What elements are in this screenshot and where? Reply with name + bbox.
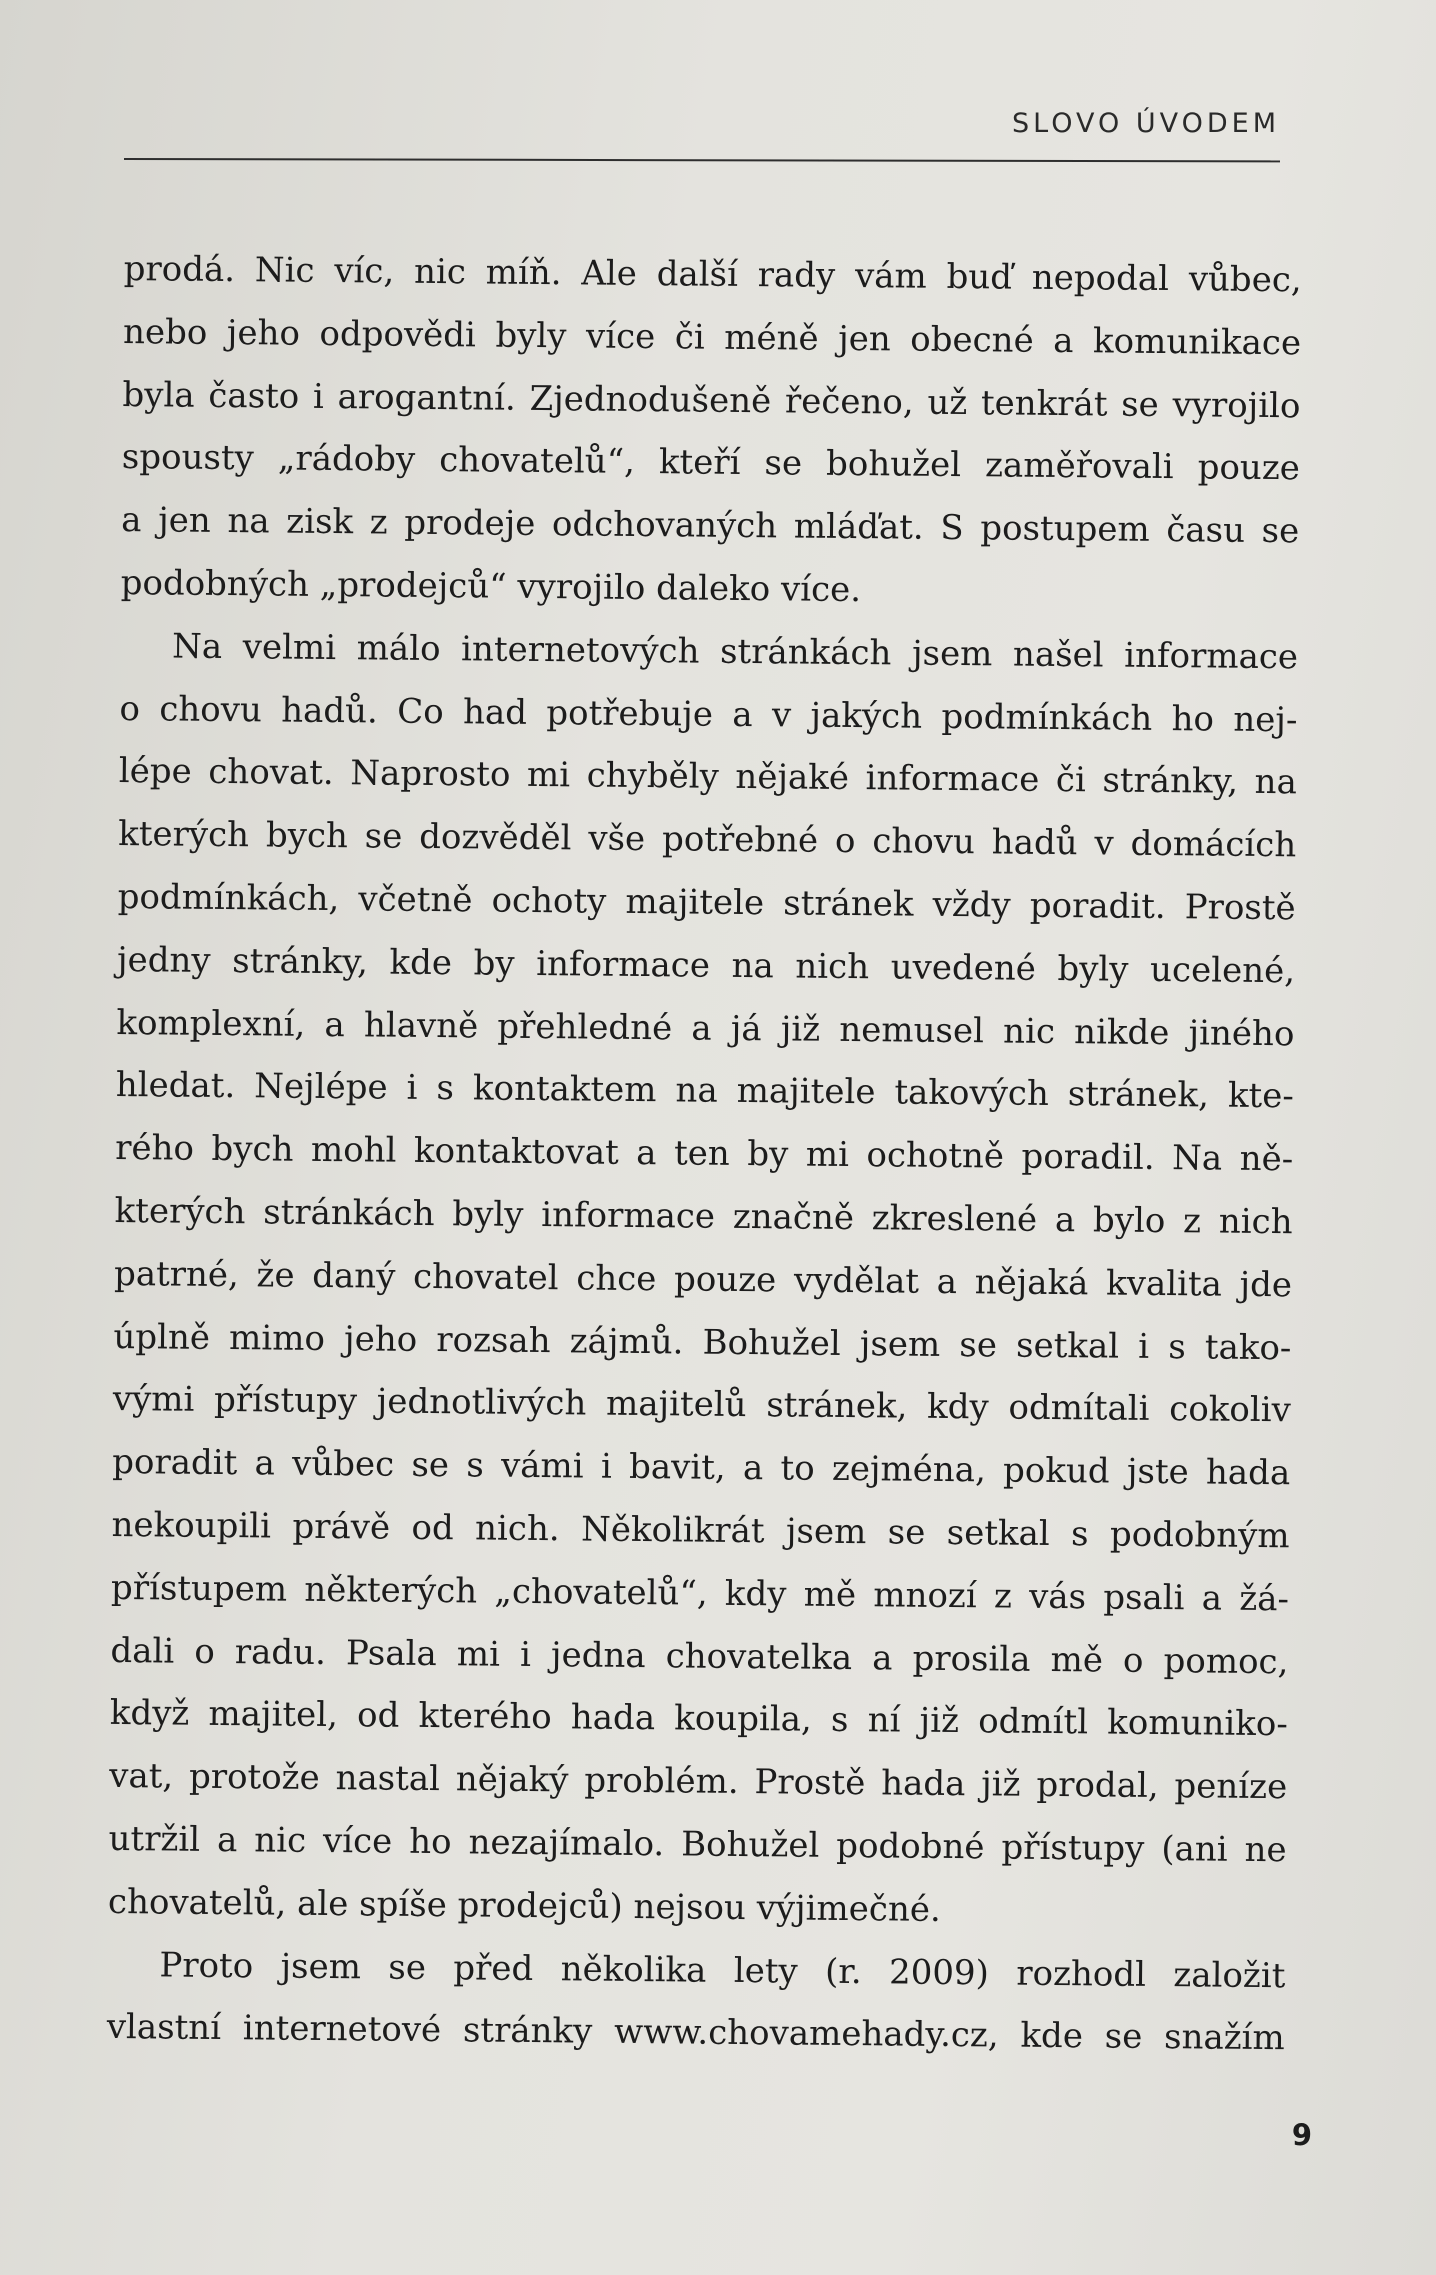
text-line: Proto jsem se před několika lety (r. 2009) rozhodl založit (159, 1944, 1286, 1996)
text-line: dali o radu. Psala mi i jedna chovatelka a prosila mě o pomoc, (110, 1630, 1289, 1682)
text-line: o chovu hadů. Co had potřebuje a v jakých podmínkách ho nej- (119, 688, 1298, 740)
page-number: 9 (1291, 2118, 1312, 2152)
text-line: vat, protože nastal nějaký problém. Prostě hada již prodal, peníze (109, 1756, 1288, 1808)
text-line: hledat. Nejlépe i s kontaktem na majitele takových stránek, kte- (115, 1065, 1295, 1117)
text-line: podobných „prodejců“ vyrojilo daleko více. (120, 562, 862, 611)
text-line: poradit a vůbec se s vámi i bavit, a to zejména, pokud jste hada (112, 1442, 1291, 1494)
text-line: a jen na zisk z prodeje odchovaných mláďat. S postupem času se (121, 500, 1300, 552)
text-line: komplexní, a hlavně přehledné a já již nemusel nic nikde jiného (116, 1002, 1295, 1054)
text-line: byla často i arogantní. Zjednodušeně řečeno, už tenkrát se vyrojilo (122, 374, 1301, 426)
text-line: spousty „rádoby chovatelů“, kteří se bohužel zaměřovali pouze (121, 437, 1301, 489)
text-line: vými přístupy jednotlivých majitelů stránek, kdy odmítali cokoliv (112, 1379, 1291, 1431)
text-line: prodá. Nic víc, nic míň. Ale další rady vám buď nepodal vůbec, (123, 248, 1302, 301)
header-rule (124, 158, 1280, 162)
text-line: rého bych mohl kontaktovat a ten by mi ochotně poradil. Na ně- (115, 1128, 1294, 1180)
text-line: utržil a nic více ho nezajímalo. Bohužel podobné přístupy (ani ne (108, 1818, 1287, 1871)
text-line: jedny stránky, kde by informace na nich uvedené byly ucelené, (116, 939, 1296, 992)
text-line: lépe chovat. Naprosto mi chyběly nějaké informace či stránky, na (118, 751, 1298, 803)
text-line: když majitel, od kterého hada koupila, s ní již odmítl komuniko- (109, 1693, 1288, 1745)
text-line: nekoupili právě od nich. Několikrát jsem se setkal s podobným (111, 1504, 1290, 1557)
text-line: kterých bych se dozvěděl vše potřebné o chovu hadů v domácích (118, 814, 1297, 866)
text-line: nebo jeho odpovědi byly více či méně jen obecné a komunikace (122, 311, 1302, 364)
text-line: kterých stránkách byly informace značně zkreslené a bylo z nich (114, 1190, 1293, 1243)
text-line: přístupem některých „chovatelů“, kdy mě mnozí z vás psali a žá- (110, 1567, 1290, 1619)
text-line: vlastní internetové stránky www.chovamehady.cz, kde se snažím (106, 2007, 1285, 2059)
running-head: SLOVO ÚVODEM (1012, 108, 1280, 139)
text-line: úplně mimo jeho rozsah zájmů. Bohužel jsem se setkal i s tako- (113, 1316, 1292, 1368)
text-line: podmínkách, včetně ochoty majitele stránek vždy poradit. Prostě (117, 876, 1296, 929)
text-line: Na velmi málo internetových stránkách jsem našel informace (171, 626, 1299, 678)
text-line: patrné, že daný chovatel chce pouze vydělat a nějaká kvalita jde (113, 1253, 1293, 1306)
body-text (107, 238, 1302, 2070)
text-line: chovatelů, ale spíše prodejců) nejsou výjimečné. (107, 1881, 941, 1930)
